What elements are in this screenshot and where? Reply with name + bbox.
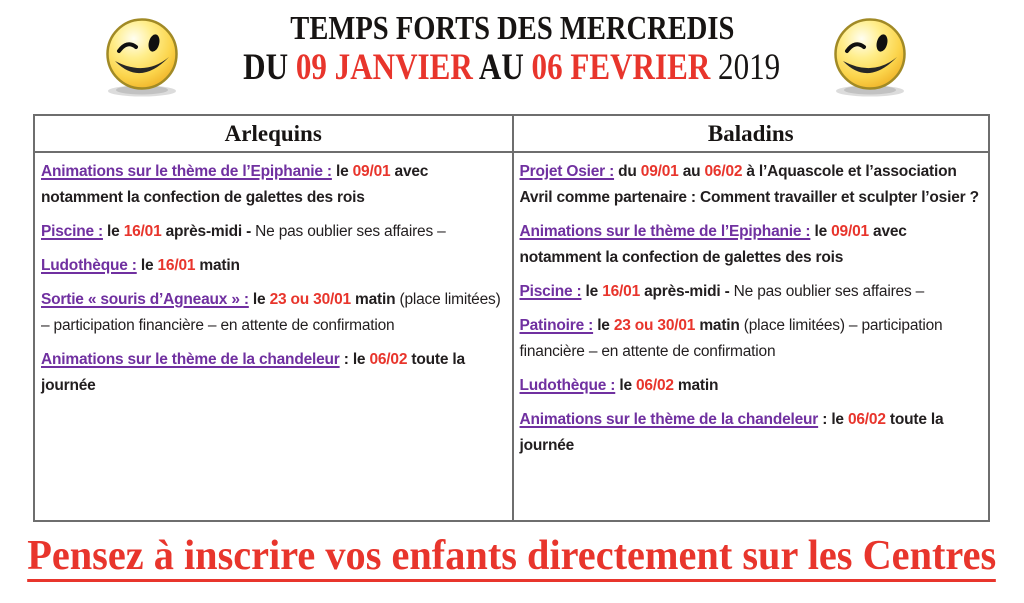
text-segment: 16/01 [123,223,162,240]
column-body-baladins [512,153,989,520]
winking-smiley-icon [826,16,914,103]
activity-paragraph [520,313,982,365]
text-segment: 09/01 [831,223,869,240]
text-segment: 23 ou 30/01 [269,291,351,308]
text-segment: (place limitées) – participation financière – en attente de confirmation [519,317,943,360]
text-segment: le [810,223,832,240]
text-segment: 06/02 [847,411,886,428]
winking-smiley-icon [98,16,186,103]
text-segment: : le [339,351,370,368]
activity-paragraph [41,253,505,279]
text-segment: le [102,223,124,240]
text-segment: Piscine : [519,283,582,300]
text-segment: matin [195,257,240,274]
text-segment: Ne pas oublier ses affaires – [255,223,446,240]
text-segment: le [615,377,636,394]
schedule-table [33,114,990,522]
activity-paragraph [41,287,505,339]
text-segment: Animations sur le thème de l’Epiphanie : [41,163,332,180]
text-segment: toute la journée [519,411,944,454]
activity-paragraph [520,373,982,399]
footer [0,534,1024,582]
activity-paragraph [520,159,982,211]
activity-paragraph [520,219,982,271]
page-subtitle [243,48,780,89]
text-segment: Projet Osier : [519,163,615,180]
column-header-baladins: Baladins [512,116,989,153]
activity-paragraph [520,407,982,459]
activity-paragraph [520,279,982,305]
activity-paragraph [41,347,505,399]
text-segment: le [593,317,614,334]
page-title: TEMPS FORTS DES MERCREDIS [289,10,735,47]
text-segment: Ludothèque : [519,377,616,394]
text-segment: Piscine : [41,223,103,240]
text-segment: (place limitées) – participation financière – en attente de confirmation [41,291,501,334]
text-segment: 16/01 [157,257,196,274]
text-segment: avec notamment la confection de galettes des rois [41,163,429,206]
text-segment: DU [243,47,297,89]
text-segment: Patinoire : [519,317,594,334]
text-segment: 2019 [710,47,781,89]
text-segment: le [136,257,158,274]
text-segment: le [581,283,603,300]
text-segment: du [614,163,641,180]
footer-message: Pensez à inscrire vos enfants directement sur les Centres [28,534,997,582]
text-segment: matin [673,377,719,394]
column-header-arlequins: Arlequins [35,116,512,153]
text-segment: au [678,163,705,180]
text-segment: 09/01 [640,163,679,180]
text-segment: Animations sur le thème de la chandeleur [41,351,340,368]
text-segment: à l’Aquascole et l’association Avril comme partenaire : Comment travailler et sculpter l’osier ? [519,163,979,206]
text-segment: avec notamment la confection de galettes des rois [519,223,907,266]
text-segment: 06/02 [704,163,743,180]
text-segment: toute la journée [41,351,465,394]
text-segment: AU [473,47,532,89]
text-segment: 09/01 [352,163,391,180]
text-segment: 06 FEVRIER [531,47,711,89]
text-segment: 16/01 [602,283,640,300]
text-segment: : le [818,411,848,428]
text-segment: 06/02 [369,351,408,368]
text-segment: Animations sur le thème de la chandeleur [519,411,819,428]
column-body-arlequins [35,153,512,520]
text-segment: le [248,291,270,308]
text-segment: matin [695,317,744,334]
text-segment: 06/02 [636,377,674,394]
text-segment: Ne pas oublier ses affaires – [733,283,925,300]
text-segment: Ludothèque : [41,257,137,274]
activity-paragraph [41,219,505,245]
text-segment: 23 ou 30/01 [613,317,696,334]
text-segment: le [331,163,353,180]
text-segment: Sortie « souris d’Agneaux » : [41,291,249,308]
activity-paragraph [41,159,505,211]
text-segment: après-midi - [640,283,734,300]
text-segment: matin [350,291,400,308]
text-segment: Animations sur le thème de l’Epiphanie : [519,223,811,240]
text-segment: après-midi - [161,223,256,240]
text-segment: 09 JANVIER [296,47,474,89]
